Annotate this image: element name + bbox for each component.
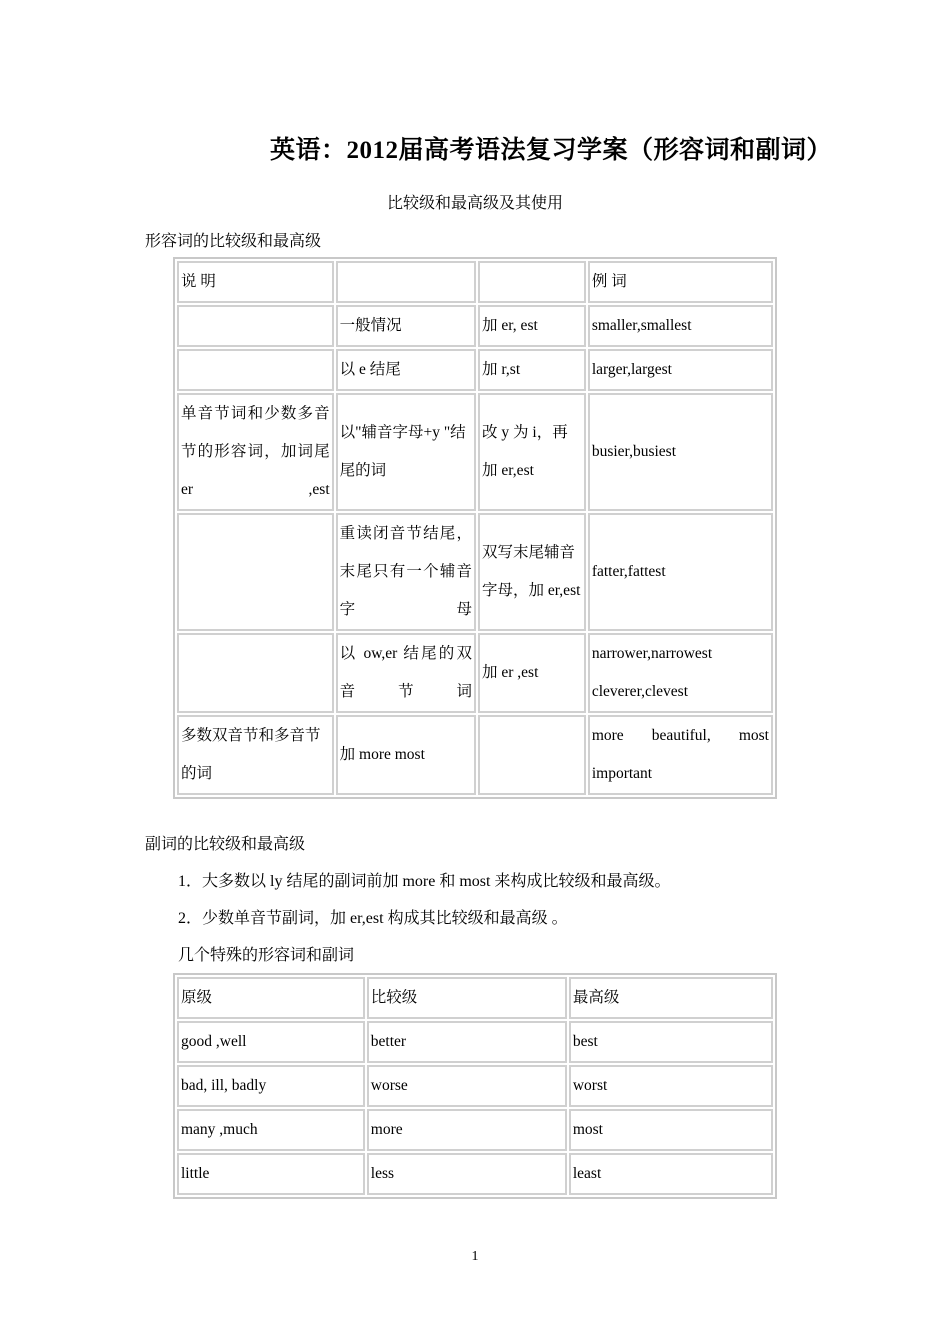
table-row — [177, 1109, 773, 1151]
table-cell: little — [177, 1153, 365, 1195]
table-cell: bad, ill, badly — [177, 1065, 365, 1107]
table-cell: 加 er ,est — [478, 633, 586, 713]
document-subtitle: 比较级和最高级及其使用 — [386, 193, 563, 212]
table-cell: best — [569, 1021, 773, 1063]
table-cell: 重读闭音节结尾，末尾只有一个辅音字母 — [336, 513, 476, 631]
table-cell: 比较级 — [367, 977, 567, 1019]
table-cell: 例 词 — [588, 261, 773, 303]
table-cell: 以"辅音字母+y "结尾的词 — [336, 393, 476, 511]
special-forms-title: 几个特殊的形容词和副词 — [178, 947, 355, 964]
table-cell: 以 ow,er 结尾的双音节词 — [336, 633, 476, 713]
table-cell — [478, 715, 586, 795]
table-cell: more beautiful, most important — [588, 715, 773, 795]
table-cell: smaller,smallest — [588, 305, 773, 347]
table-cell: 原级 — [177, 977, 365, 1019]
table-header-row — [177, 977, 773, 1019]
table-cell: more — [367, 1109, 567, 1151]
table-cell: 多数双音节和多音节的词 — [177, 715, 334, 795]
table-cell: 加 more most — [336, 715, 476, 795]
adjective-comparison-table — [173, 257, 777, 799]
table-cell: most — [569, 1109, 773, 1151]
table-cell: 最高级 — [569, 977, 773, 1019]
table-row — [177, 349, 773, 391]
table-cell — [336, 261, 476, 303]
table-cell — [177, 633, 334, 713]
adj-section-title: 形容词的比较级和最高级 — [145, 233, 322, 250]
table-cell: good ,well — [177, 1021, 365, 1063]
table-cell: 加 r,st — [478, 349, 586, 391]
table-cell — [177, 513, 334, 631]
table-cell: better — [367, 1021, 567, 1063]
table-cell: larger,largest — [588, 349, 773, 391]
table-row — [177, 715, 773, 795]
table-row — [177, 1021, 773, 1063]
table-cell: 单音节词和少数多音节的形容词，加词尾 er ,est — [177, 393, 334, 511]
table-cell: busier,busiest — [588, 393, 773, 511]
table-row — [177, 1153, 773, 1195]
table-cell: least — [569, 1153, 773, 1195]
adv-rule-1: 1．大多数以 ly 结尾的副词前加 more 和 most 来构成比较级和最高级。 — [178, 873, 671, 890]
adv-section-title: 副词的比较级和最高级 — [145, 836, 306, 853]
table-header-row — [177, 261, 773, 303]
page-number: 1 — [471, 1249, 479, 1264]
table-row — [177, 393, 773, 511]
table-cell: less — [367, 1153, 567, 1195]
table-cell: worst — [569, 1065, 773, 1107]
adv-rule-2: 2．少数单音节副词，加 er,est 构成其比较级和最高级 。 — [178, 910, 568, 927]
table-row — [177, 305, 773, 347]
special-forms-table — [173, 973, 777, 1199]
table-cell — [478, 261, 586, 303]
table-cell: many ,much — [177, 1109, 365, 1151]
table-row — [177, 513, 773, 631]
document-title: 英语：2012届高考语法复习学案（形容词和副词） — [270, 137, 833, 164]
table-cell: worse — [367, 1065, 567, 1107]
table-cell: 改 y 为 i，再加 er,est — [478, 393, 586, 511]
table-cell: 说 明 — [177, 261, 334, 303]
table-cell: 双写末尾辅音字母，加 er,est — [478, 513, 586, 631]
table-cell: 加 er, est — [478, 305, 586, 347]
table-cell: 一般情况 — [336, 305, 476, 347]
table-cell: fatter,fattest — [588, 513, 773, 631]
table-cell: 以 e 结尾 — [336, 349, 476, 391]
table-row — [177, 633, 773, 713]
table-cell — [177, 305, 334, 347]
table-cell — [177, 349, 334, 391]
table-cell: narrower,narrowest cleverer,clevest — [588, 633, 773, 713]
table-row — [177, 1065, 773, 1107]
